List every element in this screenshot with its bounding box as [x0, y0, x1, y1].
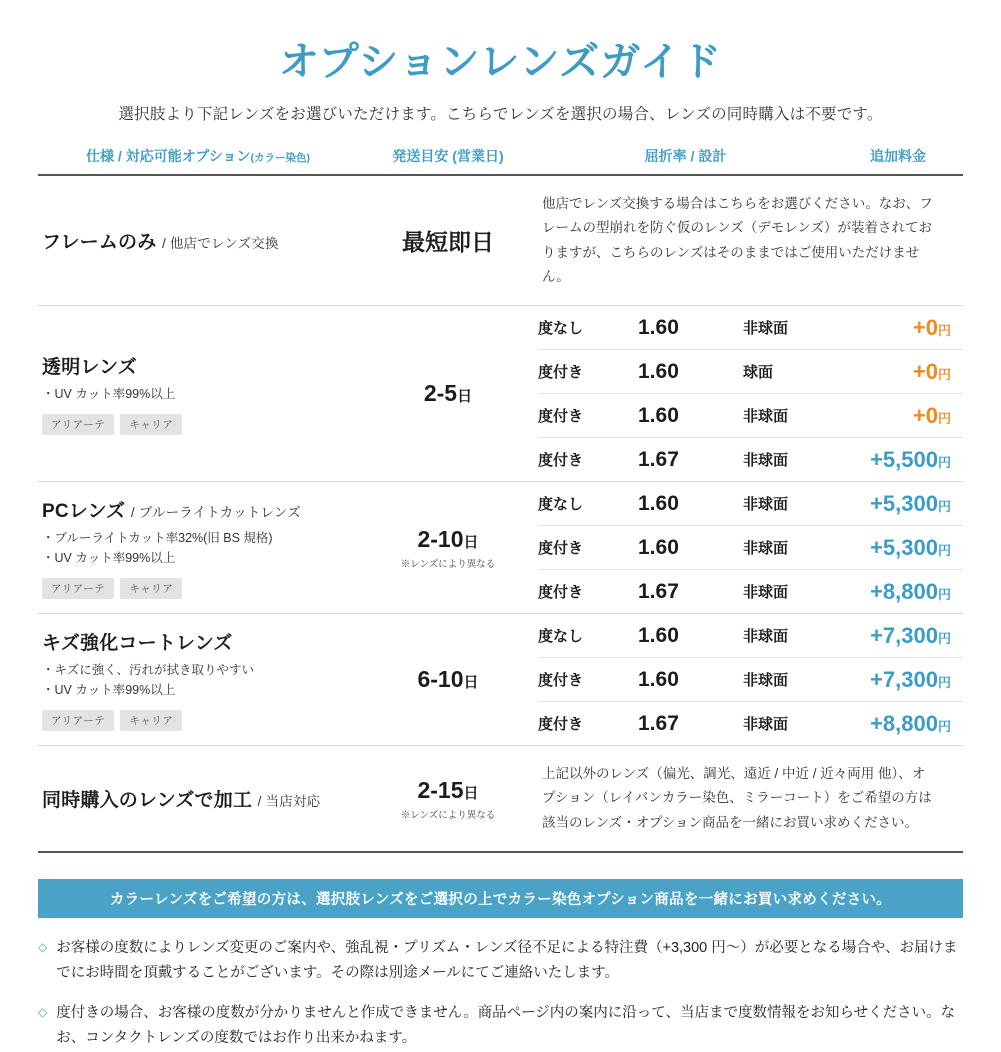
table-row — [38, 481, 963, 613]
tag-carrier: キャリア — [120, 414, 182, 435]
tag-ariate: アリアーテ — [42, 414, 114, 435]
lens-tags — [42, 710, 354, 731]
tag-ariate: アリアーテ — [42, 710, 114, 731]
price: +5,300円 — [870, 534, 951, 560]
footnotes — [38, 936, 963, 1052]
shipping-estimate: 2-10日 ※レンズにより異なる — [400, 525, 496, 570]
table-row — [38, 613, 963, 745]
table-row — [38, 305, 963, 481]
shipping-estimate: 2-15日 ※レンズにより異なる — [400, 776, 496, 821]
tag-carrier: キャリア — [120, 578, 182, 599]
price: +0円 — [912, 314, 951, 340]
description-cell — [538, 176, 963, 305]
spec-row: 度付き 1.67 非球面 +8,800円 — [538, 569, 963, 613]
price: +7,300円 — [870, 666, 951, 692]
option-lens-guide-page — [0, 38, 1001, 1047]
spec-row: 度なし 1.60 非球面 +7,300円 — [538, 614, 963, 657]
spec-row: 度付き 1.67 非球面 +5,500円 — [538, 437, 963, 481]
description-cell — [538, 746, 963, 851]
lens-name: フレームのみ / 他店でレンズ交換 — [42, 232, 279, 254]
spec-row: 度付き 1.67 非球面 +8,800円 — [538, 701, 963, 745]
column-header-spec: 仕様 / 対応可能オプション(カラー染色) — [86, 148, 310, 164]
table-row — [38, 176, 963, 305]
lens-tags — [42, 578, 354, 599]
table-row — [38, 745, 963, 851]
list-item: ◇ お客様の度数によりレンズ変更のご案内や、強乱視・プリズム・レンズ径不足による特注費（+3,300 円〜）が必要となる場合や、お届けまでにお時間を頂戴することがございます。その際は別途メールにてご連絡いたします。 — [38, 936, 963, 987]
bullet-icon: ◇ — [38, 940, 48, 955]
color-lens-banner: カラーレンズをご希望の方は、選択肢レンズをご選択の上でカラー染色オプション商品を一緒にお買い求めください。 — [38, 879, 963, 918]
spec-list — [538, 614, 963, 745]
spec-row: 度付き 1.60 非球面 +5,300円 — [538, 525, 963, 569]
list-item: ◇ 度付きの場合、お客様の度数が分かりませんと作成できません。商品ページ内の案内に沿って、当店まで度数情報をお知らせください。なお、コンタクトレンズの度数ではお作り出来かねます。 — [38, 1001, 963, 1052]
spec-row: 度なし 1.60 非球面 +5,300円 — [538, 482, 963, 525]
spec-row: 度なし 1.60 非球面 +0円 — [538, 306, 963, 349]
lens-name: 同時購入のレンズで加工 / 当店対応 — [42, 790, 321, 812]
lens-options-table — [38, 174, 963, 853]
spec-list — [538, 306, 963, 481]
spec-row: 度付き 1.60 非球面 +7,300円 — [538, 657, 963, 701]
price: +5,500円 — [870, 446, 951, 472]
lens-info — [38, 306, 358, 481]
lens-name: PCレンズ / ブルーライトカットレンズ — [42, 501, 301, 523]
lens-tags — [42, 414, 354, 435]
spec-row: 度付き 1.60 球面 +0円 — [538, 349, 963, 393]
page-subtitle: 選択肢より下記レンズをお選びいただけます。こちらでレンズを選択の場合、レンズの同時購入は不要です。 — [118, 106, 883, 123]
shipping-estimate: 2-5日 — [423, 380, 473, 407]
bullet-icon: ◇ — [38, 1004, 48, 1019]
price: +5,300円 — [870, 490, 951, 516]
page-title: オプションレンズガイド — [279, 40, 722, 84]
lens-info — [38, 482, 358, 613]
description-text: 他店でレンズ交換する場合はこちらをお選びください。なお、フレームの型崩れを防ぐ仮のレンズ（デモレンズ）が装着されておりますが、こちらのレンズはそのままではご使用いただけません。 — [542, 196, 933, 284]
price: +7,300円 — [870, 622, 951, 648]
column-header-shipping: 発送目安 (営業日) — [392, 148, 504, 164]
spec-list — [538, 482, 963, 613]
lens-features: ・ブルーライトカット率32%(旧 BS 規格) ・UV カット率99%以上 — [42, 531, 273, 565]
column-header-index: 屈折率 / 設計 — [644, 148, 727, 164]
lens-info — [38, 176, 358, 305]
column-header-price: 追加料金 — [870, 148, 926, 164]
tag-carrier: キャリア — [120, 710, 182, 731]
price: +8,800円 — [870, 578, 951, 604]
description-text: 上記以外のレンズ（偏光、調光、遠近 / 中近 / 近々両用 他）、オプション（レイバンカラー染色、ミラーコート）をご希望の方は該当のレンズ・オプション商品を一緒にお買い求めください。 — [542, 766, 932, 830]
lens-name: 透明レンズ — [42, 357, 137, 378]
shipping-estimate: 最短即日 — [402, 229, 494, 256]
tag-ariate: アリアーテ — [42, 578, 114, 599]
price: +0円 — [912, 358, 951, 384]
shipping-estimate: 6-10日 — [417, 666, 479, 693]
column-headers — [38, 146, 963, 174]
price: +0円 — [912, 402, 951, 428]
lens-name: キズ強化コートレンズ — [42, 633, 233, 655]
price: +8,800円 — [870, 710, 951, 736]
spec-row: 度付き 1.60 非球面 +0円 — [538, 393, 963, 437]
lens-features: ・キズに強く、汚れが拭き取りやすい ・UV カット率99%以上 — [42, 663, 255, 697]
lens-info — [38, 746, 358, 851]
lens-info — [38, 614, 358, 745]
lens-features: ・UV カット率99%以上 — [42, 387, 176, 401]
